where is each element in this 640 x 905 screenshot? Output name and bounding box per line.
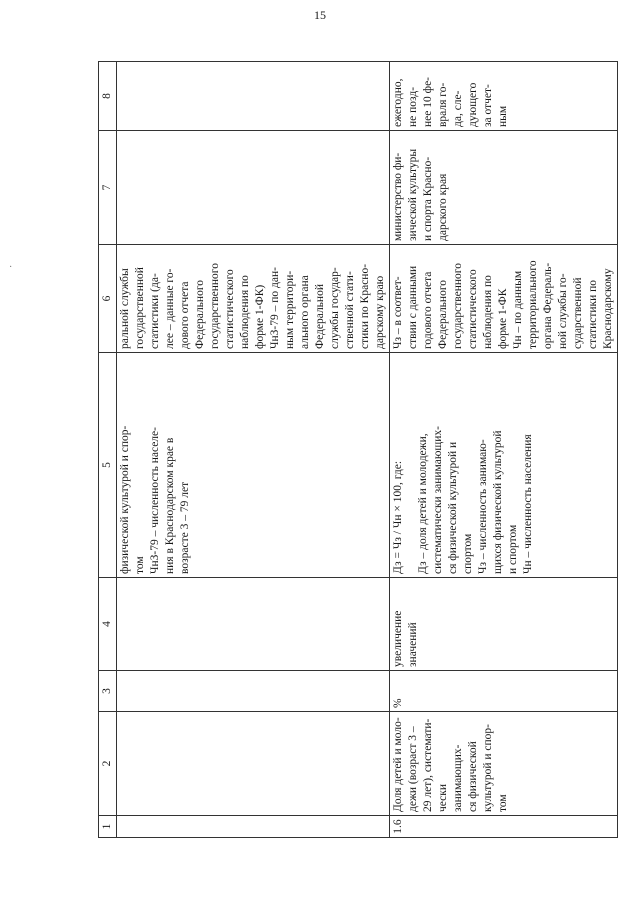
text-line: 29 лет), системати- [422, 718, 434, 812]
formula-cell [390, 353, 618, 578]
cont-num-cell [117, 816, 390, 838]
header-cell: 1 [99, 816, 117, 838]
rotated-table-container [98, 62, 614, 838]
text-line: чески занимающих- [437, 744, 464, 812]
text-line: Чн – численность населения [522, 434, 534, 574]
cont-source-cell [117, 245, 390, 353]
text-line: наблюдения по [482, 275, 494, 349]
header-cell: 4 [99, 578, 117, 671]
text-line: за отчет- [482, 84, 494, 127]
header-row [99, 62, 117, 838]
text-line: службы государ- [329, 267, 341, 349]
text-line: враля го- [437, 82, 449, 127]
text-line: Федерального [194, 279, 206, 349]
text-line: ЧнЗ-79 – по дан- [269, 267, 281, 349]
text-line: Дз = Чз / Чн × 100, где: [392, 460, 404, 574]
text-line: Краснодарскому [602, 268, 614, 349]
text-line: том [497, 794, 509, 812]
cont-unit-cell [117, 671, 390, 712]
text-line: ным территори- [284, 270, 296, 349]
text-line: дового отчета [179, 281, 191, 349]
text-line: ежегодно, [392, 78, 404, 127]
text-line: государственного [452, 263, 464, 349]
text-line: статистики (да- [149, 273, 161, 349]
text-line: Чз – численность занимаю- [477, 439, 489, 574]
cont-name-cell [117, 712, 390, 816]
header-cell: 8 [99, 62, 117, 131]
text-line: лее – данные го- [164, 268, 176, 349]
header-cell: 3 [99, 671, 117, 712]
header-cell: 6 [99, 245, 117, 353]
text-line: ным [497, 105, 509, 127]
text-line: статистического [224, 269, 236, 349]
text-line: стики по Красно- [359, 263, 371, 349]
table-viewport [98, 62, 614, 838]
text-line: Федеральной [314, 284, 326, 349]
indicator-name-cell [390, 712, 618, 816]
table-row-continuation [117, 62, 390, 838]
row-number: 1.6 [390, 816, 618, 838]
text-line: ЧнЗ-79 – численность населе- [149, 427, 161, 574]
text-line: физической культурой и спор- [119, 425, 131, 574]
text-line: территориального [527, 260, 539, 349]
text-line: Чз – в соответ- [392, 276, 404, 349]
text-line: статистики по [587, 279, 599, 349]
text-line: Федерального [437, 279, 449, 349]
text-line: органа Федераль- [542, 262, 554, 349]
text-line: значений [407, 622, 419, 667]
text-line: ся физической культурой и [447, 441, 459, 574]
text-line: возрасте 3 – 79 лет [179, 481, 191, 574]
text-line: и спорта Красно- [422, 156, 434, 241]
text-line: нее 10 фе- [422, 77, 434, 127]
header-cell: 5 [99, 353, 117, 578]
margin-mark: · [9, 262, 13, 273]
text-line: и спортом [507, 524, 519, 574]
text-line: ния в Краснодарском крае в [164, 437, 176, 574]
indicators-table [98, 61, 618, 838]
text-line: форме 1-ФК) [254, 284, 266, 349]
text-line: ального органа [299, 275, 311, 349]
text-line: ствии с данными [407, 265, 419, 349]
text-line: Доля детей и моло- [392, 717, 404, 812]
text-line: культурой и спор- [482, 724, 494, 812]
cont-trend-cell [117, 578, 390, 671]
text-line: дарского края [437, 173, 449, 241]
cont-period-cell [117, 62, 390, 131]
text-line: наблюдения по [239, 275, 251, 349]
text-line: годового отчета [422, 271, 434, 349]
text-line: статистического [467, 269, 479, 349]
text-line: форме 1-ФК [497, 288, 509, 349]
text-line: щихся физической культурой [492, 430, 504, 574]
table-row-1-6 [390, 62, 618, 838]
header-cell: 2 [99, 712, 117, 816]
text-line: сударственной [572, 277, 584, 349]
text-line: ной службы го- [557, 273, 569, 349]
text-line: Дз – доля детей и молодежи, [417, 433, 429, 574]
text-line: да, сле- [452, 90, 464, 127]
source-cell [390, 245, 618, 353]
unit-cell: % [390, 671, 618, 712]
header-cell: 7 [99, 131, 117, 245]
responsible-cell [390, 131, 618, 245]
text-line: зической культуры [407, 148, 419, 241]
text-line: спортом [462, 533, 474, 574]
cont-responsible-cell [117, 131, 390, 245]
text-line: дарскому краю [374, 275, 386, 349]
text-line: ральной службы [119, 268, 131, 349]
text-line: министерство фи- [392, 152, 404, 241]
text-line: том [134, 556, 146, 574]
text-line: ся физической [467, 741, 479, 812]
text-line: не позд- [407, 86, 419, 127]
text-line: государственного [209, 263, 221, 349]
text-line: дующего [467, 82, 479, 127]
period-cell [390, 62, 618, 131]
text-line: ственной стати- [344, 271, 356, 349]
text-line: Чн – по данным [512, 270, 524, 349]
text-line: систематически занимающих- [432, 425, 444, 574]
cont-formula-cell [117, 353, 390, 578]
text-line: государственной [134, 267, 146, 349]
blank-line [406, 356, 416, 574]
text-line: увеличение [392, 610, 404, 667]
page-number: 15 [314, 8, 326, 22]
trend-cell [390, 578, 618, 671]
text-line: дежи (возраст 3 – [407, 726, 419, 812]
